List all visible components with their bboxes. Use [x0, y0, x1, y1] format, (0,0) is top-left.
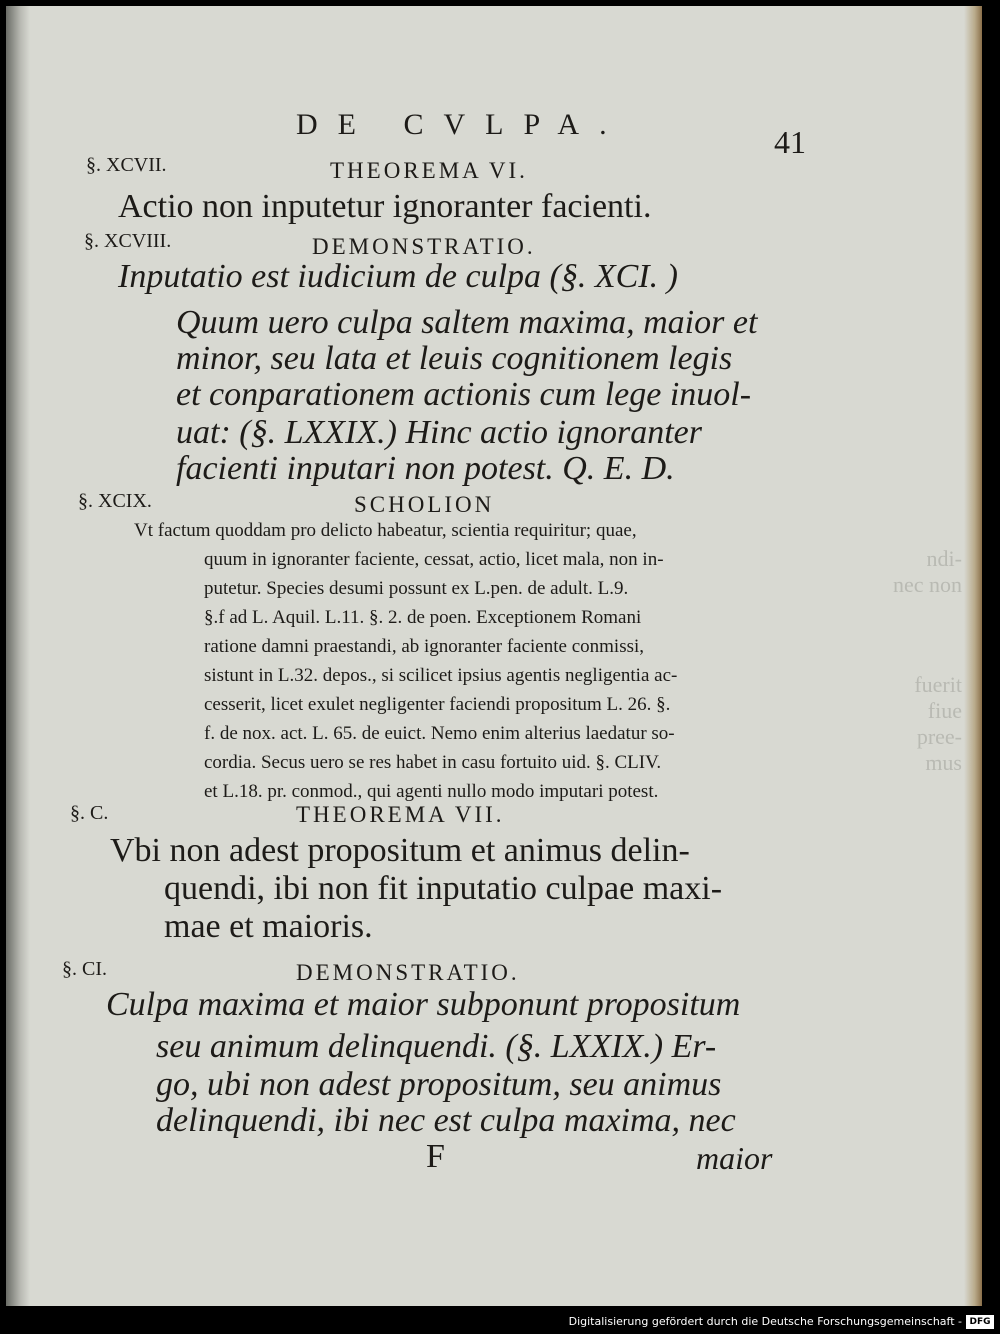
- text-line: et conparationem actionis cum lege inuol-: [176, 376, 752, 413]
- show-through-text: fuerit: [914, 672, 962, 697]
- signature-mark: F: [426, 1138, 445, 1175]
- theorem-text: Actio non inputetur ignoranter facienti.: [118, 188, 652, 225]
- section-heading: DEMONSTRATIO.: [296, 960, 520, 985]
- catchword: maior: [696, 1140, 773, 1176]
- page-number: 41: [774, 124, 806, 160]
- section-number: §. CI.: [62, 958, 107, 980]
- dfg-logo-icon: DFG: [966, 1315, 994, 1329]
- text-line: quendi, ibi non fit inputatio culpae maxi-: [164, 870, 723, 907]
- text-line: Vbi non adest propositum et animus delin-: [110, 832, 690, 869]
- text-line: mae et maioris.: [164, 908, 373, 945]
- text-line: Culpa maxima et maior subponunt propositum: [106, 986, 741, 1023]
- running-head: DE CVLPA.: [296, 108, 627, 141]
- text-line: Vt factum quoddam pro delicto habeatur, scientia requiritur; quae,: [134, 520, 637, 541]
- text-line: et L.18. pr. conmod., qui agenti nullo modo imputari potest.: [204, 781, 659, 802]
- show-through-text: pree-: [916, 724, 962, 749]
- show-through-text: ndi-: [926, 546, 962, 571]
- text-line: cesserit, licet exulet negligenter faciendi propositum L. 26. §.: [204, 694, 671, 715]
- text-line: Inputatio est iudicium de culpa (§. XCI. ): [118, 258, 678, 295]
- section-number: §. XCVIII.: [84, 230, 172, 252]
- text-line: minor, seu lata et leuis cognitionem legis: [176, 340, 733, 377]
- text-line: sistunt in L.32. depos., si scilicet ipsius agentis negligentia ac-: [204, 665, 678, 686]
- section-heading: DEMONSTRATIO.: [312, 234, 536, 259]
- funding-notice: Digitalisierung gefördert durch die Deutsche Forschungsgemeinschaft -: [568, 1315, 962, 1328]
- section-heading: THEOREMA VI.: [330, 158, 528, 183]
- page-edge: [964, 6, 982, 1306]
- text-line: cordia. Secus uero se res habet in casu fortuito uid. §. CLIV.: [204, 752, 662, 773]
- text-line: uat: (§. LXXIX.) Hinc actio ignoranter: [176, 414, 702, 451]
- section-heading: THEOREMA VII.: [296, 802, 505, 827]
- text-line: seu animum delinquendi. (§. LXXIX.) Er-: [156, 1028, 717, 1065]
- page-gutter-shadow: [6, 6, 30, 1306]
- text-line: delinquendi, ibi nec est culpa maxima, nec: [156, 1102, 736, 1139]
- text-line: quum in ignoranter faciente, cessat, actio, licet mala, non in-: [204, 549, 664, 570]
- text-line: ratione damni praestandi, ab ignoranter faciente conmissi,: [204, 636, 645, 657]
- show-through-text: nec non: [892, 572, 962, 597]
- footer-bar: [0, 1306, 1000, 1334]
- show-through-text: fiue: [927, 698, 962, 723]
- text-line: putetur. Species desumi possunt ex L.pen. de adult. L.9.: [204, 578, 629, 599]
- book-page: [6, 6, 982, 1306]
- text-line: go, ubi non adest propositum, seu animus: [156, 1066, 722, 1103]
- section-heading: SCHOLION: [354, 492, 495, 517]
- text-line: §.f ad L. Aquil. L.11. §. 2. de poen. Exceptionem Romani: [204, 607, 642, 628]
- show-through-text: mus: [925, 750, 962, 775]
- scholion-text: [134, 516, 794, 806]
- section-number: §. XCIX.: [78, 490, 152, 512]
- text-line: facienti inputari non potest. Q. E. D.: [176, 450, 675, 487]
- section-number: §. XCVII.: [86, 154, 167, 176]
- text-line: Quum uero culpa saltem maxima, maior et: [176, 304, 758, 341]
- section-number: §. C.: [70, 802, 109, 824]
- text-line: f. de nox. act. L. 65. de euict. Nemo enim alterius laedatur so-: [204, 723, 675, 744]
